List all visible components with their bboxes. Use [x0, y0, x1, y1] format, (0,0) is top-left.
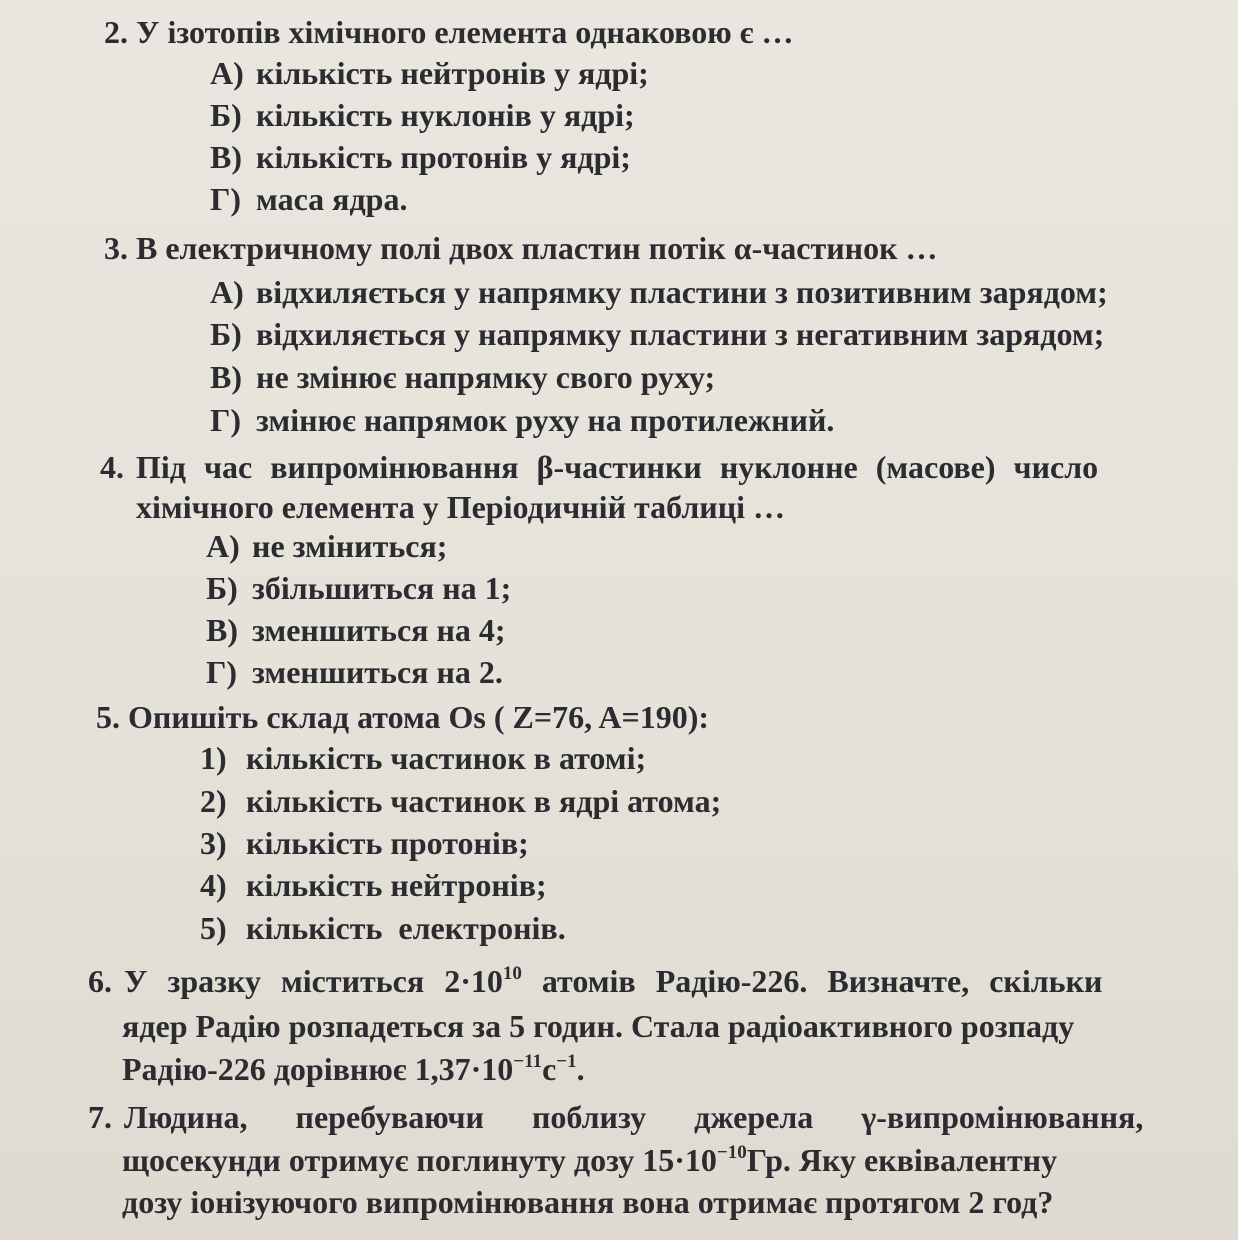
question-text: В електричному полі двох пластин потік α-частинок … — [136, 230, 938, 266]
option-label: В) — [210, 139, 242, 175]
answer-option — [210, 272, 1108, 312]
question-number: 5. — [96, 699, 120, 735]
question-number: 6. — [88, 963, 112, 999]
option-label: В) — [210, 359, 242, 395]
question-number: 3. — [104, 230, 128, 266]
answer-option — [210, 95, 635, 135]
answer-option — [206, 652, 503, 692]
option-text: кількість нейтронів у ядрі; — [256, 55, 649, 91]
option-label: Б) — [206, 570, 238, 606]
option-text: не змінює напрямку свого руху; — [256, 359, 716, 395]
question-text-line-1: Під час випромінювання β-частинки нуклонне (масове) число — [136, 449, 1099, 485]
question-4 — [100, 447, 1182, 487]
question-number: 2. — [104, 14, 128, 50]
question-6 — [88, 961, 1186, 1001]
exponent: −10 — [716, 1142, 747, 1163]
question-text-line-2: ядер Радію розпадеться за 5 годин. Стала радіоактивного розпаду — [122, 1008, 1075, 1044]
answer-option — [200, 865, 547, 905]
option-text: відхиляється у напрямку пластини з негативним зарядом; — [256, 316, 1105, 352]
option-text: змінює напрямок руху на протилежний. — [256, 402, 835, 438]
answer-option — [206, 568, 511, 608]
option-text: зменшиться на 2. — [252, 654, 503, 690]
option-label: 1) — [200, 740, 227, 776]
answer-option — [210, 53, 649, 93]
option-text: кількість нейтронів; — [246, 867, 547, 903]
option-label: Г) — [210, 402, 242, 438]
unit-text: с — [542, 1051, 557, 1087]
option-text: збільшиться на 1; — [252, 570, 512, 606]
option-label: 2) — [200, 783, 227, 819]
option-text: маса ядра. — [256, 181, 408, 217]
question-text-line-1b: атомів Радію-226. Визначте, скільки — [521, 963, 1103, 999]
option-label: Г) — [210, 181, 242, 217]
answer-option — [210, 137, 631, 177]
question-7 — [88, 1097, 1186, 1137]
punctuation: . — [576, 1051, 585, 1087]
exponent: 10 — [502, 963, 522, 984]
exponent: −1 — [556, 1051, 577, 1072]
option-label: Г) — [206, 654, 238, 690]
question-text-line-3: дозу іонізуючого випромінювання вона отримає протягом 2 год? — [122, 1184, 1054, 1220]
question-4-continued — [136, 487, 785, 527]
question-text-line-1a: У зразку міститься 2·10 — [124, 963, 503, 999]
option-text: не зміниться; — [252, 528, 448, 564]
answer-option — [210, 357, 715, 397]
option-text: кількість частинок в ядрі атома; — [246, 783, 722, 819]
option-text: кількість нуклонів у ядрі; — [256, 97, 635, 133]
option-label: 4) — [200, 867, 227, 903]
answer-option — [206, 526, 447, 566]
option-label: Б) — [210, 97, 242, 133]
option-text: кількість протонів; — [246, 825, 529, 861]
option-label: В) — [206, 612, 238, 648]
question-text-line-2a: щосекунди отримує поглинуту дозу 15·10 — [122, 1142, 717, 1178]
option-text: кількість електронів. — [246, 910, 566, 946]
option-label: А) — [210, 55, 244, 91]
question-number: 4. — [100, 449, 124, 485]
question-text-line-2b: Гр. Яку еквівалентну — [746, 1142, 1058, 1178]
answer-option — [200, 908, 566, 948]
option-text: кількість протонів у ядрі; — [256, 139, 631, 175]
question-text-line-3a: Радію-226 дорівнює 1,37·10 — [122, 1051, 514, 1087]
question-text-line-2: хімічного елемента у Періодичній таблиці … — [136, 489, 786, 525]
question-text: У ізотопів хімічного елемента однаковою є … — [136, 14, 794, 50]
answer-option — [200, 823, 529, 863]
option-text: кількість частинок в атомі; — [246, 740, 647, 776]
question-6-continued — [122, 1006, 1074, 1046]
option-label: Б) — [210, 316, 242, 352]
option-text: відхиляється у напрямку пластини з позитивним зарядом; — [256, 274, 1108, 310]
question-7-continued — [122, 1140, 1057, 1180]
question-text-line-1: Людина, перебуваючи поблизу джерела γ-випромінювання, — [124, 1099, 1144, 1135]
option-label: А) — [206, 528, 240, 564]
answer-option — [200, 738, 646, 778]
answer-option — [210, 179, 407, 219]
answer-option — [210, 400, 834, 440]
question-7-continued — [122, 1182, 1053, 1222]
exponent: −11 — [513, 1051, 543, 1072]
question-text: Опишіть склад атома Os ( Z=76, A=190): — [128, 699, 709, 735]
answer-option — [210, 314, 1104, 354]
option-label: 5) — [200, 910, 227, 946]
option-label: 3) — [200, 825, 227, 861]
answer-option — [200, 781, 721, 821]
question-5 — [96, 697, 709, 737]
question-2 — [104, 12, 794, 52]
option-text: зменшиться на 4; — [252, 612, 506, 648]
question-3 — [104, 228, 938, 268]
answer-option — [206, 610, 506, 650]
option-label: А) — [210, 274, 244, 310]
question-6-continued — [122, 1049, 585, 1089]
question-number: 7. — [88, 1099, 112, 1135]
